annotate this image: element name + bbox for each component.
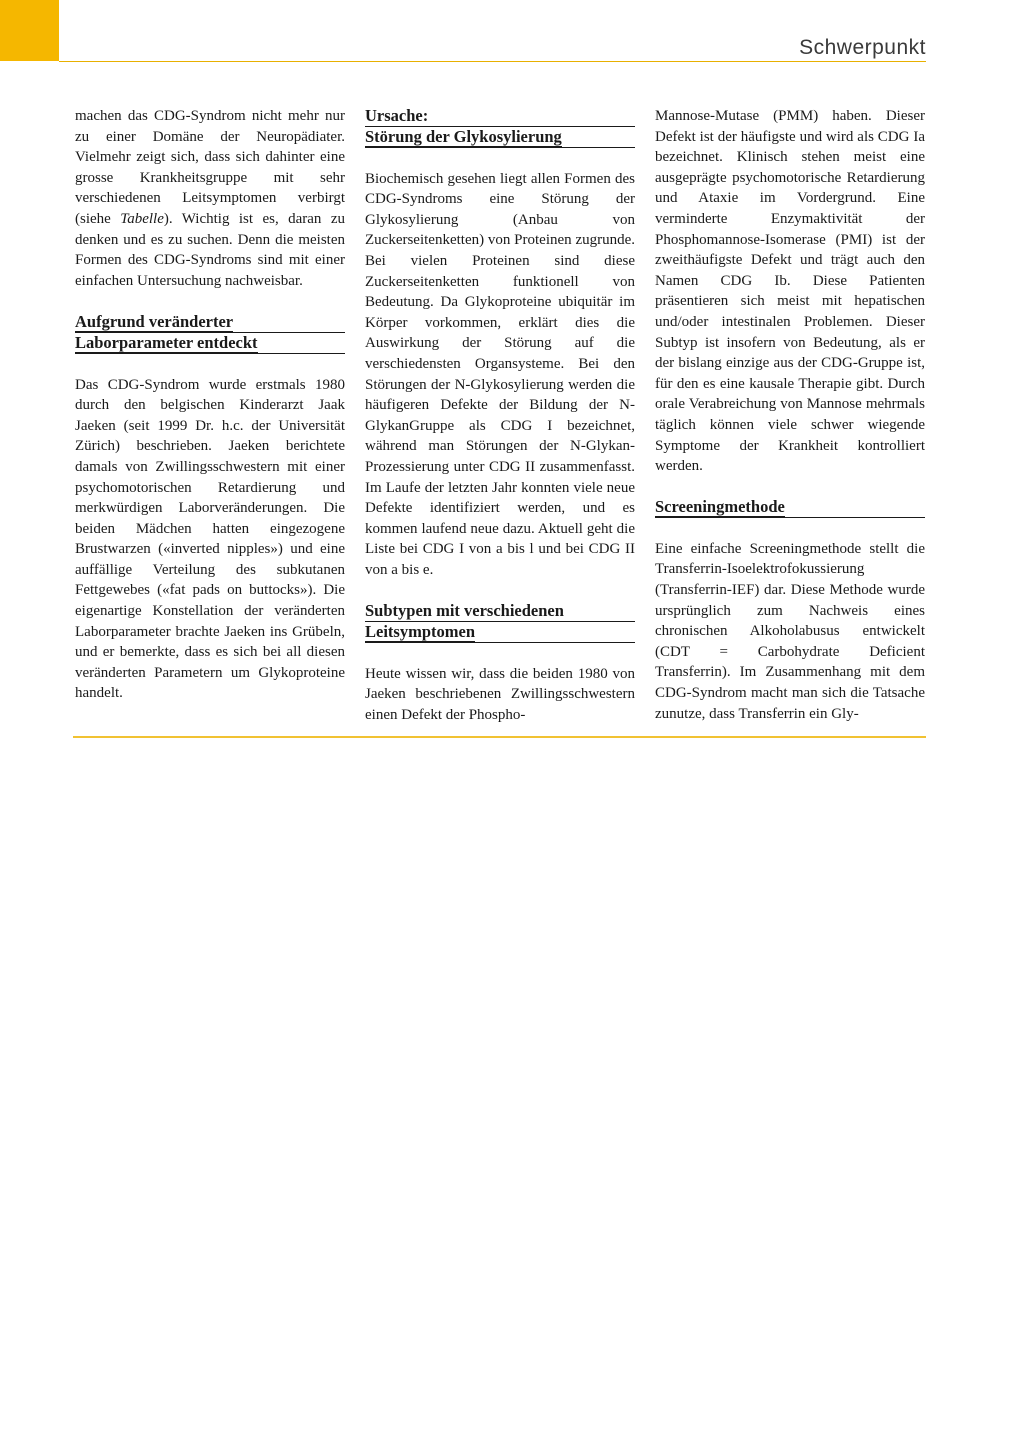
bottom-rule bbox=[73, 736, 926, 738]
section-heading: Screeningmethode bbox=[655, 497, 925, 518]
italic-reference: Tabelle bbox=[120, 210, 164, 227]
paragraph: Eine einfache Screeningmethode stellt die Transferrin-Isoelektrofokussierung (Transferrin-IEF) dar. Diese Methode wurde ursprünglich zum Nachweis eines chronischen Alkoholabusus entwickelt (CDT = Carbohydrate Deficient Transferrin). Im Zusammenhang mit dem CDG-Syndrom macht man sich die Tatsache zunutze, dass Transferrin ein Gly- bbox=[655, 540, 925, 722]
paragraph: machen das CDG-Syndrom nicht mehr nur zu einer Domäne der Neuropädiater. Vielmehr zeigt sich, dass sich dahinter eine grosse Krankheitsgruppe mit sehr verschiedenen Leitsymptomen verbirgt (siehe Tabelle). Wichtig ist es, daran zu denken und es zu suchen. Denn die meisten Formen des CDG-Syndroms sind mit einer einfachen Untersuchung nachweisbar. bbox=[75, 108, 345, 289]
paragraph: Heute wissen wir, dass die beiden 1980 von Jaeken beschriebenen Zwillingsschwestern einen Defekt der Phospho- bbox=[365, 665, 635, 723]
corner-accent-block bbox=[0, 0, 59, 61]
column-1 bbox=[75, 106, 345, 704]
section-title: Schwerpunkt bbox=[799, 36, 926, 59]
header-rule bbox=[59, 61, 926, 62]
section-heading: Aufgrund veränderter Laborparameter entdeckt bbox=[75, 312, 345, 354]
paragraph: Das CDG-Syndrom wurde erstmals 1980 durch den belgischen Kinderarzt Jaak Jaeken (seit 1999 Dr. h.c. der Universität Zürich) beschrieben. Jaeken berichtete damals von Zwillingsschwestern mit einer psychomotorischen Retardierung und merkwürdigen Laborveränderungen. Die beiden Mädchen hatten eingezogene Brustwarzen («inverted nipples») und eine auffällige Verteilung des subkutanen Fettgewebes («fat pads on buttocks»). Die eigenartige Konstellation der veränderten Laborparameter brachte Jaeken ins Grübeln, und er bemerkte, dass es sich bei all diesen veränderten Parametern um Glykoproteine handelt. bbox=[75, 376, 345, 702]
column-3 bbox=[655, 106, 925, 724]
section-heading: Subtypen mit verschiedenen Leitsymptomen bbox=[365, 601, 635, 643]
paragraph: Mannose-Mutase (PMM) haben. Dieser Defekt ist der häufigste und wird als CDG Ia bezeichnet. Klinisch stehen meist eine ausgeprägte psychomotorische Retardierung und Ataxie im Vordergrund. Eine verminderte Enzymaktivität der Phosphomannose-Isomerase (PMI) ist der zweithäufigste Defekt und trägt auch den Namen CDG Ib. Diese Patienten präsentieren sich meist mit hepatischen und/oder intestinalen Problemen. Dieser Subtyp ist insofern von Bedeutung, als er der bislang einzige aus der CDG-Gruppe ist, für den es eine kausale Therapie gibt. Durch orale Verabreichung von Mannose mehrmals täglich können viele schwer wiegende Symptome der Krankheit kontrolliert werden. bbox=[655, 108, 925, 475]
paragraph: Biochemisch gesehen liegt allen Formen des CDG-Syndroms eine Störung der Glykosylierung (Anbau von Zuckerseitenketten) von Proteinen zugrunde. Bei vielen Proteinen sind diese Zuckerseitenketten funktionell von Bedeutung. Da Glykoproteine ubiquitär im Körper vorkommen, erklärt dies die Auswirkung der Störung auf die verschiedensten Organsysteme. Bei den Störungen der N-Glykosylierung werden die häufigeren Defekte der Bildung der N-GlykanGruppe als CDG I bezeichnet, während man Störungen der N-Glykan-Prozessierung unter CDG II zusammenfasst. Im Laufe der letzten Jahr konnten viele neue Defekte identifiziert werden, und es kommen laufend neue dazu. Aktuell geht die Liste bei CDG I von a bis l und bei CDG II von a bis e. bbox=[365, 170, 635, 578]
column-2 bbox=[365, 106, 635, 725]
section-heading: Ursache: Störung der Glykosylierung bbox=[365, 106, 635, 148]
